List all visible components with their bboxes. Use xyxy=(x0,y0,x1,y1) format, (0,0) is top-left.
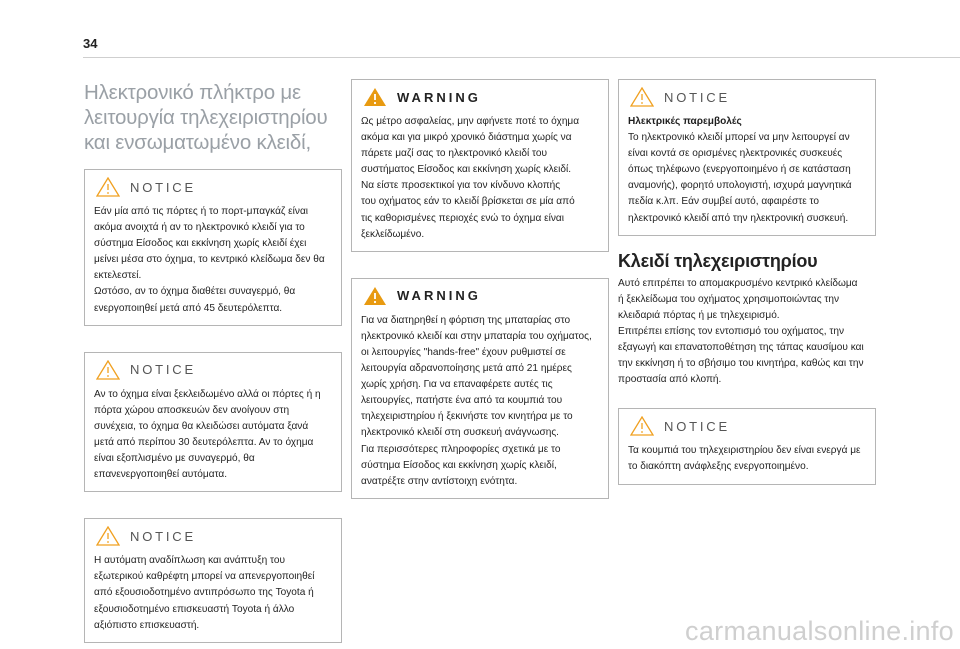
warning-box-key-in-vehicle xyxy=(351,79,609,252)
page-number: 34 xyxy=(83,36,98,51)
notice-box-remote-buttons xyxy=(618,408,876,484)
notice-text: Εάν μία από τις πόρτες ή το πορτ-μπαγκάζ είναι ακόμα ανοιχτά ή αν το ηλεκτρονικό κλειδί για το σύστημα Είσοδος και εκκίνηση χωρίς κλειδί έχει μείνει μέσα στο όχημα, το κεντρικό κλείδωμα δεν θα εκτελεστεί. Ωστόσο, αν το όχημα διαθέτει συναγερμό, θα ενεργοποιηθεί μετά από 45 δευτερόλεπτα. xyxy=(94,206,325,314)
notice-text: Το ηλεκτρονικό κλειδί μπορεί να μην λειτουργεί αν είναι κοντά σε ορισμένες ηλεκτρονικές συσκευές όπως τηλέφωνο (ενεργοποιημένο ή σε κατάσταση αναμονής), φορητό υπολογιστή, ισχυρά μαγνητικά πεδία κ.λπ. Εάν συμβεί αυτό, αφαιρέστε το ηλεκτρονικό κλειδί από την ηλεκτρονική συσκευή. xyxy=(628,132,852,224)
notice-text: Η αυτόματη αναδίπλωση και ανάπτυξη του εξωτερικού καθρέφτη μπορεί να απενεργοποιηθεί από εξουσιοδοτημένο αντιπρόσωπο της Toyota ή εξουσιοδοτημένο επισκευαστή Toyota ή άλλο αξιόπιστο επισκευαστή. xyxy=(94,555,315,631)
warning-text: Ως μέτρο ασφαλείας, μην αφήνετε ποτέ το όχημα ακόμα και για μικρό χρονικό διάστημα χωρίς να πάρετε μαζί σας το ηλεκτρονικό κλειδί του συστήματος Είσοδος και εκκίνηση χωρίς κλειδί. Να είστε προσεκτικοί για τον κίνδυνο κλοπής του οχήματος εάν το κλειδί βρίσκεται σε μία από τις καθορισμένες περιοχές ενώ το όχημα είναι ξεκλείδωμένο. xyxy=(361,116,580,240)
notice-warning-triangle-icon xyxy=(96,360,120,380)
column-3 xyxy=(618,79,876,511)
notice-box-auto-relock xyxy=(84,352,342,493)
notice-label: NOTICE xyxy=(664,418,730,434)
warning-box-battery-saving xyxy=(351,278,609,499)
notice-box-interference xyxy=(618,79,876,236)
warning-label: WARNING xyxy=(397,89,481,105)
notice-label: NOTICE xyxy=(130,528,196,544)
column-1 xyxy=(84,80,342,649)
watermark-text: carmanualsonline.info xyxy=(685,616,954,646)
notice-warning-triangle-icon xyxy=(96,177,120,197)
notice-text: Αν το όχημα είναι ξεκλειδωμένο αλλά οι πόρτες ή η πόρτα χώρου αποσκευών δεν ανοίγουν στη συνέχεια, το όχημα θα κλειδώσει αυτόματα ξανά μετά από περίπου 30 δευτερόλεπτα. Αν το όχημα είναι εξοπλισμένο με συναγερμό, θα επανενεργοποιηθεί αυτόματα. xyxy=(94,388,321,481)
notice-warning-triangle-icon xyxy=(96,526,120,546)
section-title-remote-key: Κλειδί τηλεχειριστηρίου xyxy=(618,250,818,271)
notice-label: NOTICE xyxy=(130,179,196,195)
notice-box-mirror-folding xyxy=(84,518,342,642)
top-rule xyxy=(83,57,960,58)
notice-subtitle: Ηλεκτρικές παρεμβολές xyxy=(628,116,742,127)
notice-box-central-lock xyxy=(84,169,342,326)
section-title-electronic-key: Ηλεκτρονικό πλήκτρο με λειτουργία τηλεχειριστηρίου και ενσωματωμένο κλειδί, xyxy=(84,81,328,154)
notice-warning-triangle-icon xyxy=(630,416,654,436)
remote-key-description: Αυτό επιτρέπει το απομακρυσμένο κεντρικό κλείδωμα ή ξεκλείδωμα του οχήματος χρησιμοποιώντας την κλειδαριά πόρτας ή με τηλεχειρισμό. Επιτρέπει επίσης τον εντοπισμό του οχήματος, την εξαγωγή και επανατοποθέτηση της τάπας καυσίμου και την εκκίνηση ή το σβήσιμο του κινητήρα, καθώς και την προστασία από κλοπή. xyxy=(618,277,864,386)
notice-text: Τα κουμπιά του τηλεχειριστηρίου δεν είναι ενεργά με το διακόπτη ανάφλεξης ενεργοποιημένο. xyxy=(628,445,861,473)
notice-label: NOTICE xyxy=(664,89,730,105)
column-2 xyxy=(351,79,609,525)
warning-text: Για να διατηρηθεί η φόρτιση της μπαταρίας στο ηλεκτρονικό κλειδί και στην μπαταρία του οχήματος, οι λειτουργίες "hands-free" έχουν ρυθμιστεί σε λειτουργία αδρανοποίησης μετά από 21 ημέρες χωρίς χρήση. Για να επαναφέρετε αυτές τις λειτουργίες, πατήστε ένα από τα κουμπιά του τηλεχειριστηρίου ή ξεκινήστε τον κινητήρα με το ηλεκτρονικό κλειδί στη συσκευή ανάγνωσης. Για περισσότερες πληροφορίες σχετικά με το σύστημα Είσοδος και εκκίνηση χωρίς κλειδί, ανατρέξτε στην αντίστοιχη ενότητα. xyxy=(361,314,592,487)
warning-label: WARNING xyxy=(397,288,481,304)
warning-triangle-icon xyxy=(363,286,387,306)
warning-triangle-icon xyxy=(363,87,387,107)
notice-warning-triangle-icon xyxy=(630,87,654,107)
notice-label: NOTICE xyxy=(130,362,196,378)
